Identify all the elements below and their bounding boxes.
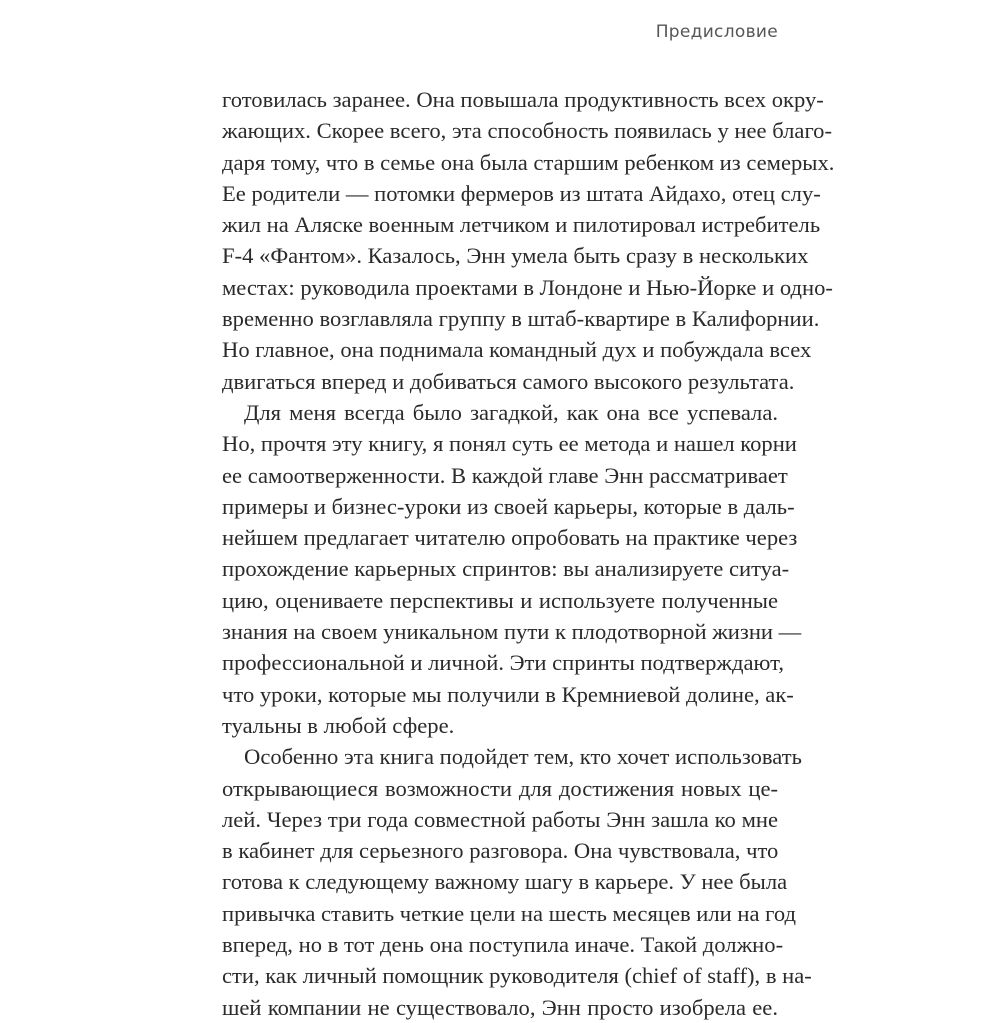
text-line: Особенно эта книга подойдет тем, кто хочет использовать bbox=[244, 744, 802, 770]
text-line: шей компании не существовало, Энн просто изобрела ее. bbox=[222, 994, 778, 1020]
text-line: местах: руководила проектами в Лондоне и Нью-Йорке и одно- bbox=[222, 274, 833, 300]
text-line: Но, прочтя эту книгу, я понял суть ее метода и нашел корни bbox=[222, 431, 797, 457]
text-line: F-4 «Фантом». Казалось, Энн умела быть сразу в нескольких bbox=[222, 243, 809, 269]
text-line: привычка ставить четкие цели на шесть месяцев или на год bbox=[222, 900, 797, 926]
text-line: профессиональной и личной. Эти спринты подтверждают, bbox=[222, 650, 784, 676]
text-line: примеры и бизнес-уроки из своей карьеры, которые в даль- bbox=[222, 493, 795, 519]
text-line: Ее родители — потомки фермеров из штата Айдахо, отец слу- bbox=[222, 180, 821, 206]
text-line: ее самоотверженности. В каждой главе Энн рассматривает bbox=[222, 462, 788, 488]
text-line: прохождение карьерных спринтов: вы анализируете ситуа- bbox=[222, 556, 790, 582]
text-line: лей. Через три года совместной работы Энн зашла ко мне bbox=[222, 806, 778, 832]
text-line: даря тому, что в семье она была старшим ребенком из семерых. bbox=[222, 149, 835, 175]
text-line: туальны в любой сфере. bbox=[222, 712, 455, 738]
text-line: вперед, но в тот день она поступила иначе. Такой должно- bbox=[222, 932, 784, 958]
text-line: готова к следующему важному шагу в карьере. У нее была bbox=[222, 869, 788, 895]
text-line: нейшем предлагает читателю опробовать на практике через bbox=[222, 525, 798, 551]
text-line: в кабинет для серьезного разговора. Она чувствовала, что bbox=[222, 838, 779, 864]
text-line: Для меня всегда было загадкой, как она все успевала. bbox=[244, 399, 778, 425]
text-line: готовилась заранее. Она повышала продуктивность всех окру- bbox=[222, 87, 824, 112]
text-line: открывающиеся возможности для достижения новых це- bbox=[222, 775, 778, 801]
text-line: сти, как личный помощник руководителя (chief of staff), в на- bbox=[222, 963, 812, 989]
text-line: Но главное, она поднимала командный дух и побуждала всех bbox=[222, 337, 812, 363]
paragraph-3 bbox=[222, 741, 812, 1023]
text-line: цию, оцениваете перспективы и используете полученные bbox=[222, 587, 778, 613]
text-line: временно возглавляла группу в штаб-квартире в Калифорнии. bbox=[222, 306, 820, 332]
running-header: Предисловие bbox=[655, 22, 778, 42]
text-line: знания на своем уникальном пути к плодотворной жизни — bbox=[222, 619, 802, 645]
text-body bbox=[222, 84, 835, 1023]
text-line: что уроки, которые мы получили в Кремниевой долине, ак- bbox=[222, 681, 794, 707]
paragraph-2 bbox=[222, 397, 802, 741]
text-line: жающих. Скорее всего, эта способность появилась у нее благо- bbox=[222, 118, 832, 144]
text-line: двигаться вперед и добиваться самого высокого результата. bbox=[222, 368, 795, 394]
text-line: жил на Аляске военным летчиком и пилотировал истребитель bbox=[222, 212, 821, 238]
paragraph-1 bbox=[222, 84, 835, 397]
